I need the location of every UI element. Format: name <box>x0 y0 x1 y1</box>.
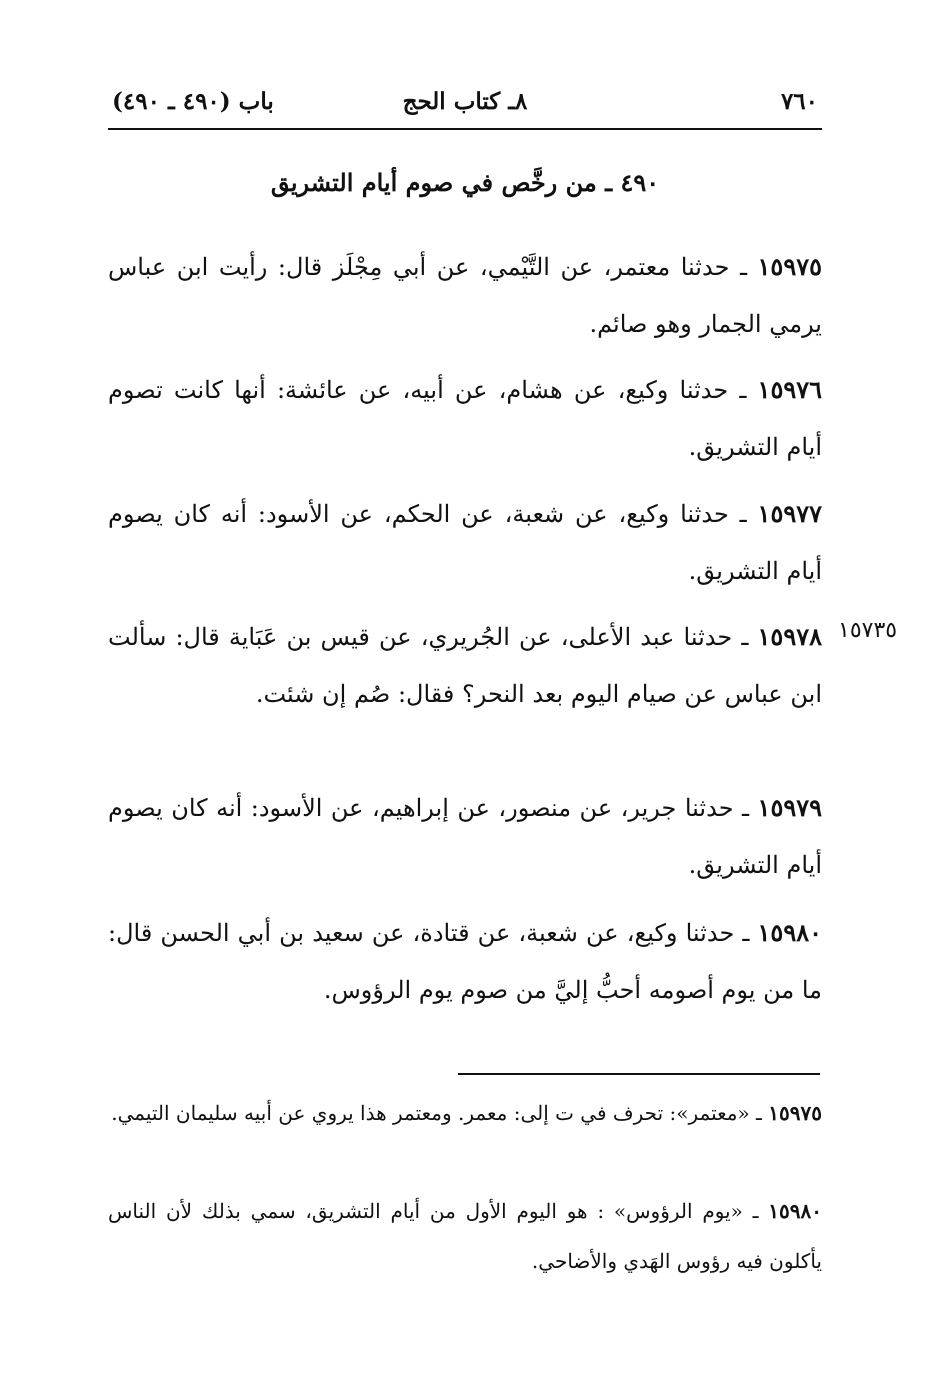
footnote-15975 <box>108 1088 822 1138</box>
footnote-text: ـ «معتمر»: تحرف في ت إلى: معمر. ومعتمر هذا يروي عن أبيه سليمان التيمي. <box>111 1101 762 1125</box>
footnote-15980 <box>108 1186 822 1286</box>
chapter-range: باب (٤٩٠ ـ ٤٩٠) <box>112 88 274 115</box>
page-number: ٧٦٠ <box>780 88 818 115</box>
hadith-text: ـ حدثنا معتمر، عن التَّيْمي، عن أبي مِجْلَز قال: رأيت ابن عباس يرمي الجمار وهو صائم. <box>108 253 822 338</box>
hadith-number: ١٥٩٧٥ <box>757 252 822 281</box>
hadith-number: ١٥٩٧٨ <box>757 622 822 651</box>
hadith-number: ١٥٩٧٩ <box>757 793 822 822</box>
book-title: ٨ـ كتاب الحج <box>402 88 528 115</box>
hadith-number: ١٥٩٨٠ <box>757 918 822 947</box>
hadith-text: ـ حدثنا عبد الأعلى، عن الجُريري، عن قيس بن عَبَاية قال: سألت ابن عباس عن صيام اليوم بعد النحر؟ فقال: صُم إن شئت. <box>108 623 822 708</box>
hadith-text: ـ حدثنا وكيع، عن شعبة، عن الحكم، عن الأسود: أنه كان يصوم أيام التشريق. <box>108 500 822 585</box>
hadith-number: ١٥٩٧٧ <box>757 499 822 528</box>
footnote-text: ـ «يوم الرؤوس» : هو اليوم الأول من أيام التشريق، سمي بذلك لأن الناس يأكلون فيه رؤوس الهَدي والأضاحي. <box>108 1199 822 1273</box>
hadith-text: ـ حدثنا جرير، عن منصور، عن إبراهيم، عن الأسود: أنه كان يصوم أيام التشريق. <box>108 794 822 879</box>
hadith-15980 <box>108 904 822 1019</box>
footnote-number: ١٥٩٧٥ <box>768 1101 822 1125</box>
footnote-number: ١٥٩٨٠ <box>768 1199 823 1223</box>
hadith-15978 <box>108 608 822 723</box>
hadith-text: ـ حدثنا وكيع، عن هشام، عن أبيه، عن عائشة: أنها كانت تصوم أيام التشريق. <box>108 376 822 461</box>
margin-reference-number: ١٥٧٣٥ <box>838 618 898 643</box>
hadith-15977 <box>108 485 822 600</box>
chapter-heading: ٤٩٠ ـ من رخَّص في صوم أيام التشريق <box>270 168 660 197</box>
hadith-15979 <box>108 779 822 894</box>
hadith-number: ١٥٩٧٦ <box>757 375 822 404</box>
running-header <box>108 84 822 130</box>
footnote-divider <box>458 1073 820 1075</box>
hadith-text: ـ حدثنا وكيع، عن شعبة، عن قتادة، عن سعيد بن أبي الحسن قال: ما من يوم أصومه أحبُّ إليَّ من صوم يوم الرؤوس. <box>108 919 822 1004</box>
hadith-15976 <box>108 361 822 476</box>
hadith-15975 <box>108 238 822 353</box>
